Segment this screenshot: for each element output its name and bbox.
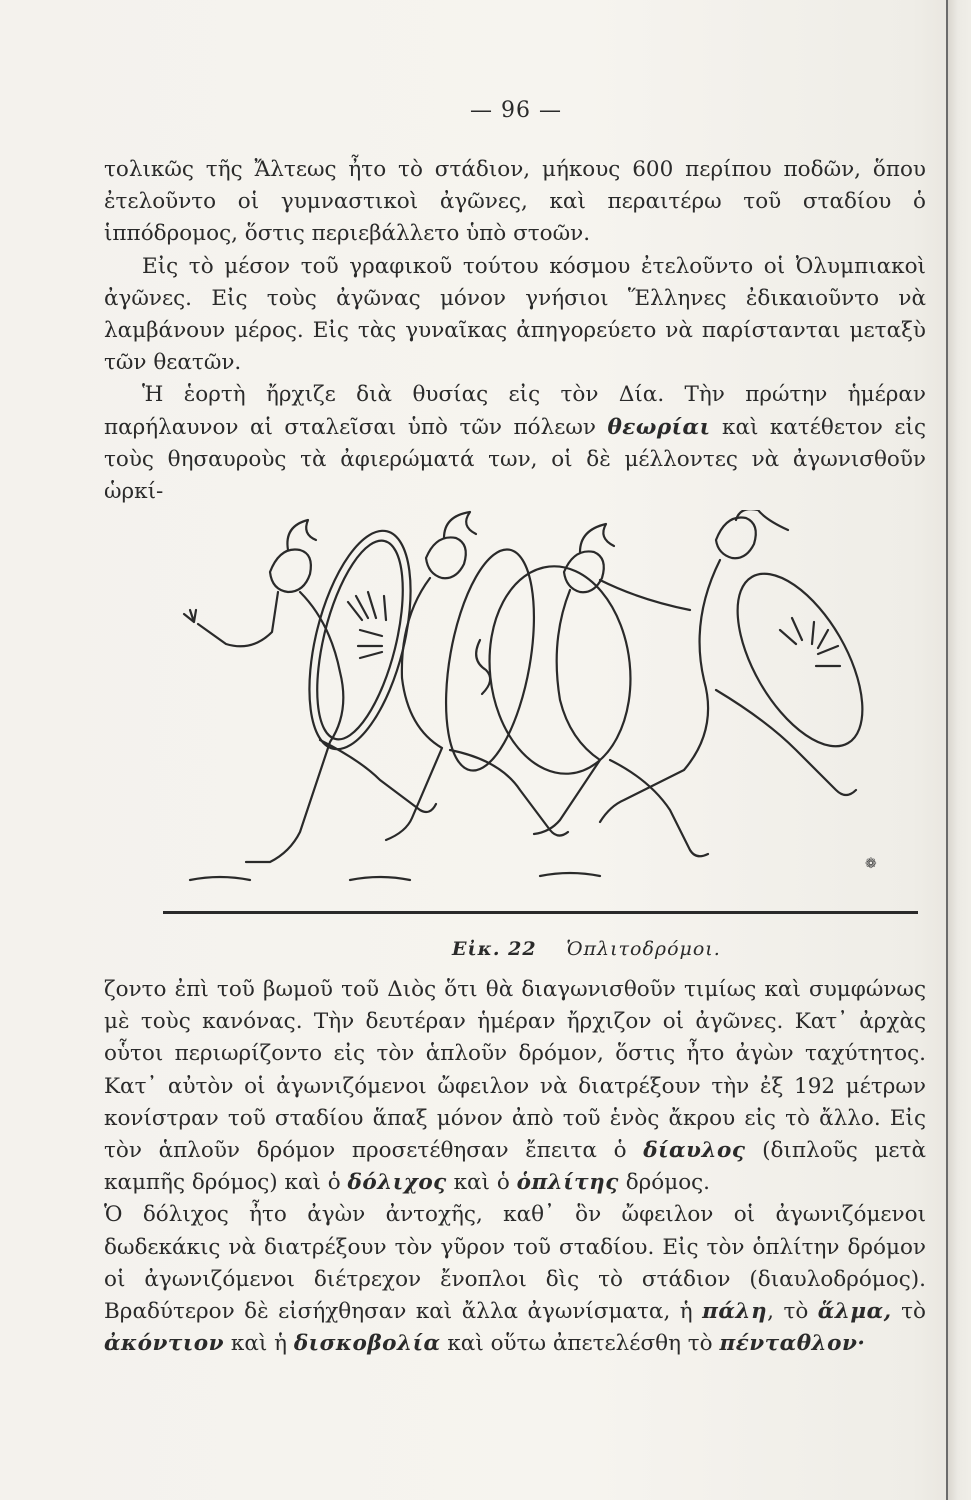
figure-caption: [452, 938, 743, 960]
term-theoriai: θεωρίαι: [607, 414, 711, 440]
paragraph-5-text-5: καὶ οὕτω ἀπετελέσθη τὸ: [440, 1331, 720, 1357]
term-hoplites: ὁπλίτης: [516, 1170, 619, 1196]
hoplite-runner-2: [386, 512, 568, 840]
term-pale: πάλη: [702, 1299, 768, 1325]
term-akontion: ἀκόντιον: [104, 1331, 225, 1357]
hoplite-runners-illustration: [160, 510, 880, 910]
text-block-top: [104, 154, 926, 508]
figure-label: Εἰκ. 22: [452, 938, 537, 960]
paragraph-3-text-a: Ἡ ἑορτὴ ἤρχιζε διὰ θυσίας εἰς τὸν Δία. Τὴν πρώτην ἡμέραν παρήλαυνον αἱ σταλεῖσαι ὑπὸ τῶν πόλεων: [104, 382, 926, 440]
paragraph-1: τολικῶς τῆς Ἄλτεως ἦτο τὸ στάδιον, μήκους 600 περίπου ποδῶν, ὅπου ἐτελοῦντο οἱ γυμναστικοὶ ἀγῶνες, καὶ περαιτέρω τοῦ σταδίου ὁ ἱππόδρομος, ὅστις περιεβάλλετο ὑπὸ στοῶν.: [104, 157, 926, 247]
term-pentathlon: πένταθλον·: [719, 1331, 866, 1357]
paragraph-4-text-1: ζοντο ἐπὶ τοῦ βωμοῦ τοῦ Διὸς ὅτι θὰ διαγωνισθοῦν τιμίως καὶ συμφώνως μὲ τοὺς κανόνας. Τὴν δευτέραν ἡμέραν ἤρχιζον οἱ ἀγῶνες. Κατ᾿ ἀρχὰς οὗτοι περιωρίζοντο εἰς τὸν ἁπλοῦν δρόμον, ὅστις ἦτο ἀγὼν ταχύτητος. Κατ᾿ αὐτὸν οἱ ἀγωνιζόμενοι ὤφειλον νὰ διατρέξουν τὴν ἐξ 192 μέτρων κονίστραν τοῦ σταδίου ἅπαξ μόνον ἀπὸ τοῦ ἑνὸς ἄκρου εἰς τὸ ἄλλο. Εἰς τὸν ἁπλοῦν δρόμον προσετέθησαν ἔπειτα ὁ: [104, 977, 926, 1164]
paragraph-4-text-3: καὶ ὁ: [446, 1170, 517, 1196]
paragraph-4: [104, 974, 926, 1199]
paragraph-5-text-3: τὸ: [891, 1299, 926, 1325]
hoplite-runner-1: [184, 520, 436, 862]
paragraph-3-text-b: καὶ κατέθετον εἰς τοὺς θησαυροὺς τὰ ἀφιερώματά των, οἱ δὲ μέλλοντες νὰ ἀγωνισθοῦν ὡρκί-: [104, 414, 926, 505]
term-diaulos: δίαυλος: [643, 1138, 746, 1164]
term-dolichos: δόλιχος: [347, 1170, 447, 1196]
paragraph-5-text-2: , τὸ: [767, 1299, 818, 1325]
paragraph-5-text-1: Ὁ δόλιχος ἦτο ἀγὼν ἀντοχῆς, καθ᾿ ὃν ὤφειλον οἱ ἀγωνιζόμενοι δωδεκάκις νὰ διατρέξουν τὸν γῦρον τοῦ σταδίου. Εἰς τὸν ὁπλίτην δρόμον οἱ ἀγωνιζόμενοι διέτρεχον ἔνοπλοι δὶς τὸ στάδιον (διαυλοδρόμος). Βραδύτερον δὲ εἰσήχθησαν καὶ ἄλλα ἀγωνίσματα, ἡ: [104, 1202, 926, 1325]
svg-text:❁: ❁: [865, 856, 877, 872]
paragraph-4-text-2: (διπλοῦς μετὰ καμπῆς δρόμος) καὶ ὁ: [104, 1138, 926, 1196]
paragraph-5: [104, 1199, 926, 1360]
hoplite-runner-4: [600, 510, 880, 822]
figure-title: Ὁπλιτοδρόμοι.: [566, 938, 721, 960]
text-block-bottom: [104, 974, 926, 1360]
paragraph-2: Εἰς τὸ μέσον τοῦ γραφικοῦ τούτου κόσμου ἐτελοῦντο οἱ Ὀλυμπιακοὶ ἀγῶνες. Εἰς τοὺς ἀγῶνας μόνον γνήσιοι Ἕλληνες ἐδικαιοῦντο νὰ λαμβάνουν μέρος. Εἰς τὰς γυναῖκας ἀπηγορεύετο νὰ παρίστανται μεταξὺ τῶν θεατῶν.: [104, 253, 926, 376]
page-number: — 96 —: [470, 98, 562, 123]
paragraph-5-text-4: καὶ ἡ: [224, 1331, 294, 1357]
facing-page-edge: [946, 0, 971, 1500]
paragraph-3: [104, 379, 926, 508]
term-diskobolia: δισκοβολία: [293, 1331, 441, 1357]
paragraph-4-text-4: δρόμος.: [618, 1170, 711, 1196]
hoplite-runner-3: [480, 524, 708, 856]
term-halma: ἅλμα,: [817, 1299, 892, 1325]
figure-rule: [163, 911, 918, 914]
